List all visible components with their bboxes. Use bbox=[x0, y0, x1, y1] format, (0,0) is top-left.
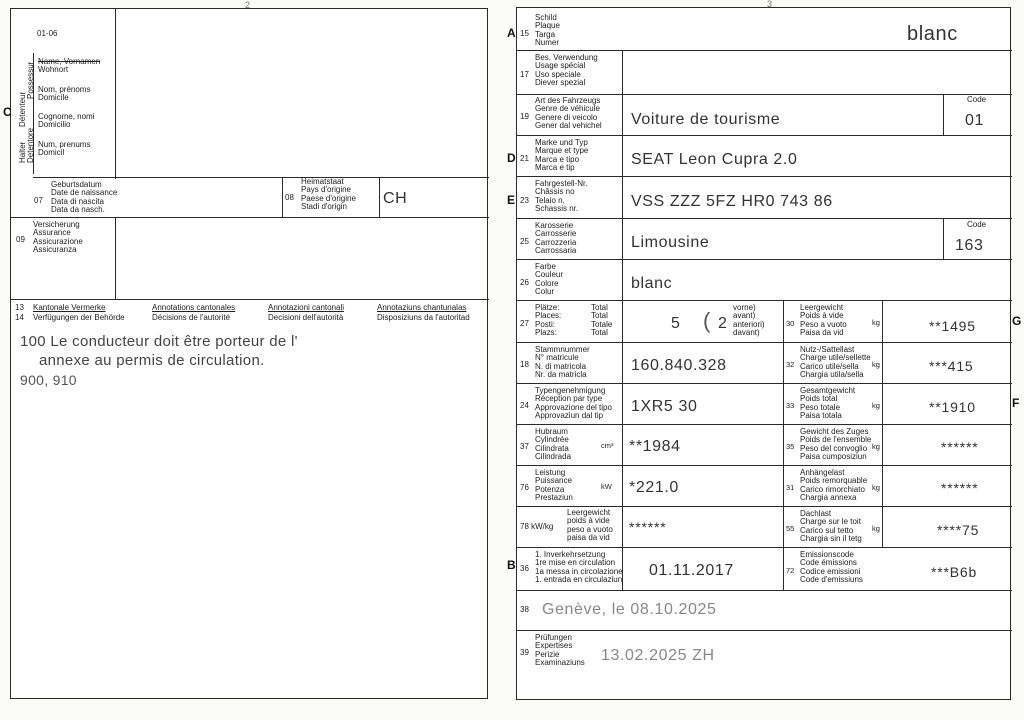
field-33-labels: Gesamtgewicht Poids total Peso totale Paisa totala bbox=[800, 386, 856, 421]
side-letter-d: D bbox=[507, 151, 516, 165]
field-37-unit: cm³ bbox=[601, 441, 614, 450]
field-78-number: 78 kW/kg bbox=[520, 522, 554, 531]
field-15-value: blanc bbox=[907, 23, 958, 45]
field-38-number: 38 bbox=[520, 605, 529, 614]
cantonal-header-de: Kantonale Vermerke bbox=[33, 303, 106, 312]
field-19-code-label: Code bbox=[967, 95, 987, 104]
side-letter-b: B bbox=[507, 558, 516, 572]
field-76-unit: kW bbox=[601, 482, 612, 491]
field-21-labels: Marke und Typ Marque et type Marca e tipo Marca e tip bbox=[535, 138, 589, 173]
side-letter-a: A bbox=[507, 26, 516, 40]
field-32-labels: Nutz-/Sattellast Charge utile/sellette Carico utile/sella Chargia utila/sella bbox=[800, 345, 871, 380]
field-55-labels: Dachlast Charge sur le toit Carico sul tetto Chargia sin il tetg bbox=[800, 509, 862, 544]
field-17-labels: Bes. Verwendung Usage spécial Uso speciale Diever spezial bbox=[535, 53, 598, 88]
field-23-number: 23 bbox=[520, 196, 529, 205]
field-09-number: 09 bbox=[16, 235, 25, 244]
cantonal-header-it: Annotazioni cantonali bbox=[268, 303, 345, 312]
remark-line-3: 900, 910 bbox=[20, 372, 77, 388]
side-letter-g: G bbox=[1012, 314, 1022, 328]
field-30-number: 30 bbox=[786, 319, 795, 328]
field-76-number: 76 bbox=[520, 483, 529, 492]
authority-header-rm: Disposiziuns da l'autoritad bbox=[377, 313, 470, 322]
field-07-number: 07 bbox=[34, 196, 43, 205]
field-72-labels: Emissionscode Code émissions Codice emissioni Code d'emissiuns bbox=[800, 550, 863, 585]
holder-name-fr: Nom, prénoms Domicile bbox=[38, 85, 91, 103]
right-page bbox=[516, 0, 1011, 700]
side-letter-e: E bbox=[507, 193, 516, 207]
authority-header-fr: Décisions de l'autorité bbox=[152, 313, 231, 322]
field-08-number: 08 bbox=[285, 193, 294, 202]
field-30-unit: kg bbox=[872, 318, 880, 327]
field-14-number: 14 bbox=[15, 313, 24, 322]
field-39-labels: Prüfungen Expertises Perizie Examinaziuns bbox=[535, 633, 585, 668]
holder-name-it: Cognome, nomi Domicilio bbox=[38, 112, 95, 130]
field-25-number: 25 bbox=[520, 237, 529, 246]
field-36-labels: 1. Inverkehrsetzung 1re mise en circulation 1a messa in circolazione 1. entrada en circulaziun bbox=[535, 550, 623, 585]
field-25-labels: Karosserie Carrosserie Carrozzeria Carrossaria bbox=[535, 221, 577, 256]
field-18-value: 160.840.328 bbox=[631, 357, 727, 374]
field-09-labels: Versicherung Assurance Assicurazione Assicuranza bbox=[33, 220, 83, 255]
field-31-value: ****** bbox=[941, 480, 979, 496]
field-27-number: 27 bbox=[520, 319, 529, 328]
field-32-unit: kg bbox=[872, 360, 880, 369]
field-32-number: 32 bbox=[786, 360, 795, 369]
field-78-value: ****** bbox=[629, 519, 667, 535]
field-38-value: Genève, le 08.10.2025 bbox=[542, 601, 717, 618]
field-32-value: ***415 bbox=[929, 358, 974, 374]
holder-vertical-label-it: Detentore bbox=[26, 127, 35, 163]
field-07-labels: Geburtsdatum Date de naissance Data di nascita Data da nasch. bbox=[51, 180, 118, 215]
left-page-number: 2 bbox=[245, 0, 251, 10]
field-27-bracket: ( bbox=[703, 308, 711, 333]
field-08-value: CH bbox=[383, 190, 408, 207]
field-18-labels: Stammnummer N° matricule N. di matricola Nr. da matricla bbox=[535, 345, 590, 380]
authority-header-de: Verfügungen der Behörde bbox=[33, 313, 125, 322]
holder-vertical-label-rm: Possessur bbox=[26, 61, 35, 99]
field-33-unit: kg bbox=[872, 401, 880, 410]
field-21-number: 21 bbox=[520, 154, 529, 163]
cantonal-header-rm: Annotaziuns chantunalas bbox=[377, 303, 467, 312]
field-33-number: 33 bbox=[786, 401, 795, 410]
field-55-value: ****75 bbox=[937, 522, 980, 538]
authority-header-it: Decisioni dell'autorità bbox=[268, 313, 344, 322]
field-26-value: blanc bbox=[631, 275, 673, 292]
field-36-value: 01.11.2017 bbox=[649, 562, 734, 579]
remark-line-1: 100 Le conducteur doit être porteur de l' bbox=[20, 333, 298, 350]
field-35-unit: kg bbox=[872, 442, 880, 451]
holder-name-rm: Num, prenums Domicil bbox=[38, 140, 91, 158]
field-24-value: 1XR5 30 bbox=[631, 398, 698, 415]
field-55-unit: kg bbox=[872, 524, 880, 533]
right-page-number: 3 bbox=[767, 0, 773, 9]
field-17-number: 17 bbox=[520, 70, 529, 79]
field-19-value: Voiture de tourisme bbox=[631, 111, 781, 128]
field-19-code-value: 01 bbox=[965, 112, 984, 129]
field-33-value: **1910 bbox=[929, 399, 976, 415]
field-72-value: ***B6b bbox=[931, 564, 978, 580]
holder-vertical-label-fr: Détenteur bbox=[18, 91, 27, 127]
side-letter-f: F bbox=[1012, 396, 1020, 410]
field-39-number: 39 bbox=[520, 648, 529, 657]
field-25-code-label: Code bbox=[967, 220, 987, 229]
side-letter-c: C bbox=[3, 105, 12, 119]
field-24-labels: Typengenehmigung Réception par type Approvazione del tipo Approvaziun dal tip bbox=[535, 386, 612, 421]
field-36-number: 36 bbox=[520, 564, 529, 573]
holder-vertical-label-de: Halter bbox=[18, 141, 27, 163]
field-78-labels: Leergewicht poids à vide peso a vuoto paisa da vid bbox=[567, 508, 613, 543]
field-31-number: 31 bbox=[786, 483, 795, 492]
field-15-labels: Schild Plaque Targa Numer bbox=[535, 13, 560, 48]
field-30-value: **1495 bbox=[929, 318, 976, 334]
field-76-value: *221.0 bbox=[629, 479, 679, 496]
field-24-number: 24 bbox=[520, 401, 529, 410]
field-23-value: VSS ZZZ 5FZ HR0 743 86 bbox=[631, 193, 833, 210]
field-26-number: 26 bbox=[520, 278, 529, 287]
field-55-number: 55 bbox=[786, 524, 795, 533]
field-08-labels: Heimatstaat Pays d'origine Paese d'origine Stadi d'origin bbox=[301, 177, 356, 212]
field-31-unit: kg bbox=[872, 483, 880, 492]
field-01-06-number: 01-06 bbox=[37, 29, 58, 38]
field-39-value: 13.02.2025 ZH bbox=[601, 647, 715, 664]
field-21-value: SEAT Leon Cupra 2.0 bbox=[631, 151, 798, 168]
field-76-labels: Leistung Puissance Potenza Prestaziun bbox=[535, 468, 573, 503]
holder-name-de: Name, Vornamen Wohnort bbox=[38, 57, 101, 75]
cantonal-header-fr: Annotations cantonales bbox=[152, 303, 236, 312]
field-25-value: Limousine bbox=[631, 234, 710, 251]
field-35-labels: Gewicht des Zuges Poids de l'ensemble Peso del convoglio Paisa cumposiziun bbox=[800, 427, 872, 462]
field-23-labels: Fahrgestell-Nr. Châssis no Telaio n. Schassis nr. bbox=[535, 179, 588, 214]
field-30-labels: Leergewicht Poids à vide Peso a vuoto Paisa da vid bbox=[800, 303, 847, 338]
field-19-number: 19 bbox=[520, 112, 529, 121]
field-72-number: 72 bbox=[786, 566, 795, 575]
field-25-code-value: 163 bbox=[955, 237, 984, 254]
field-31-labels: Anhängelast Poids remorquable Carico rimorchiato Chargia annexa bbox=[800, 468, 868, 503]
field-27-total-labels: Total Total Totale Total bbox=[591, 303, 613, 338]
remark-line-2: annexe au permis de circulation. bbox=[39, 352, 265, 369]
field-15-number: 15 bbox=[520, 29, 529, 38]
left-page bbox=[10, 0, 488, 699]
field-26-labels: Farbe Couleur Colore Colur bbox=[535, 262, 564, 297]
field-18-number: 18 bbox=[520, 360, 529, 369]
field-13-number: 13 bbox=[15, 303, 24, 312]
field-27-labels: Plätze: Places: Posti: Plazs: bbox=[535, 303, 562, 338]
field-37-value: **1984 bbox=[629, 438, 681, 455]
field-35-value: ****** bbox=[941, 439, 979, 455]
field-27-front: 2 bbox=[718, 315, 728, 332]
field-27-total: 5 bbox=[671, 315, 681, 332]
field-35-number: 35 bbox=[786, 442, 795, 451]
field-27-front-labels: vorne) avant) anteriori) davant) bbox=[733, 303, 765, 338]
field-37-labels: Hubraum Cylindrée Cilindrata Cilindrada bbox=[535, 427, 572, 462]
field-37-number: 37 bbox=[520, 442, 529, 451]
field-19-labels: Art des Fahrzeugs Genre de véhicule Genere di veicolo Gener dal vehichel bbox=[535, 96, 602, 131]
